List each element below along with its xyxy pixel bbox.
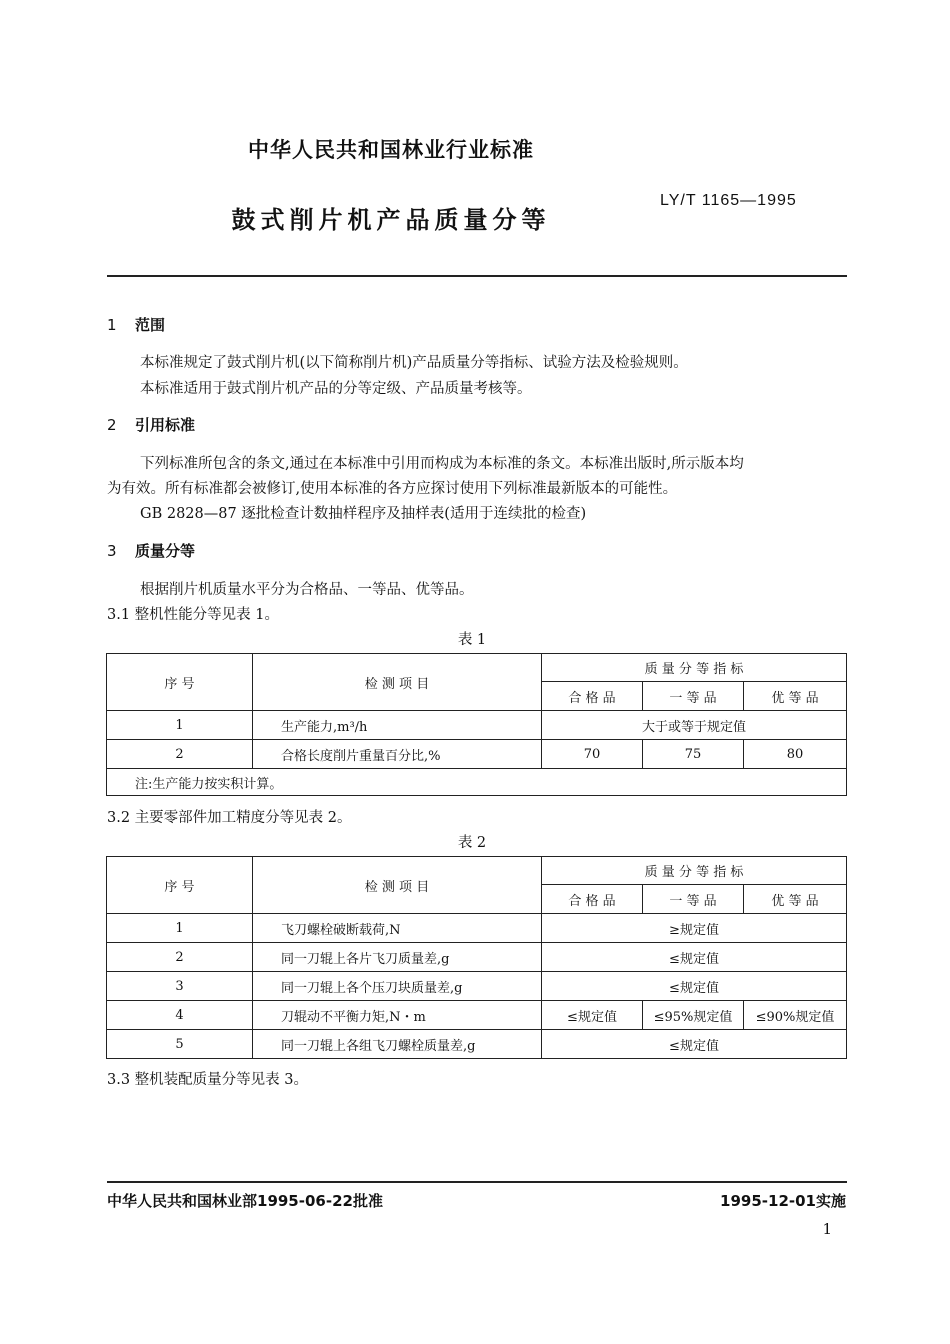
- row-value-first-class: ≤95%规定值: [643, 1001, 744, 1030]
- row-item: 同一刀辊上各片飞刀质量差,g: [253, 943, 542, 972]
- header-superior: 优 等 品: [744, 885, 847, 914]
- effective-date: 1995-12-01实施: [720, 1192, 846, 1210]
- subsection-3-3: 3.3 整机装配质量分等见表 3。: [107, 1072, 309, 1088]
- document-title: 鼓式削片机产品质量分等: [231, 206, 551, 234]
- header-grade: 质 量 分 等 指 标: [542, 654, 847, 682]
- table-row: [107, 943, 847, 972]
- table-row: [107, 1030, 847, 1059]
- table-note: 注:生产能力按实积计算。: [107, 769, 847, 796]
- section-number: 1: [107, 316, 117, 334]
- paragraph: 为有效。所有标准都会被修订,使用本标准的各方应探讨使用下列标准最新版本的可能性。: [107, 481, 678, 497]
- row-no: 2: [107, 943, 253, 972]
- section-1-heading: [107, 314, 165, 335]
- row-item: 同一刀辊上各组飞刀螺栓质量差,g: [253, 1030, 542, 1059]
- row-value: ≥规定值: [542, 914, 847, 943]
- row-value-superior: 80: [744, 740, 847, 769]
- paragraph: 下列标准所包含的条文,通过在本标准中引用而构成为本标准的条文。本标准出版时,所示版本均: [140, 456, 744, 472]
- section-3-heading: [107, 540, 195, 561]
- row-value-qualified: ≤规定值: [542, 1001, 643, 1030]
- row-no: 5: [107, 1030, 253, 1059]
- header-first-class: 一 等 品: [643, 885, 744, 914]
- header-item: 检 测 项 目: [253, 654, 542, 711]
- row-item: 生产能力,m³/h: [253, 711, 542, 740]
- row-value-first-class: 75: [643, 740, 744, 769]
- section-title: 质量分等: [135, 542, 196, 560]
- subsection-3-2: 3.2 主要零部件加工精度分等见表 2。: [107, 810, 352, 826]
- row-value: 大于或等于规定值: [542, 711, 847, 740]
- section-title: 引用标准: [135, 416, 196, 434]
- row-item: 同一刀辊上各个压刀块质量差,g: [253, 972, 542, 1001]
- row-no: 2: [107, 740, 253, 769]
- row-value: ≤规定值: [542, 1030, 847, 1059]
- subsection-3-1: 3.1 整机性能分等见表 1。: [107, 607, 280, 623]
- row-no: 1: [107, 914, 253, 943]
- header-qualified: 合 格 品: [542, 682, 643, 711]
- table-row: [107, 711, 847, 740]
- table-row: [107, 1001, 847, 1030]
- row-item: 合格长度削片重量百分比,%: [253, 740, 542, 769]
- paragraph: 本标准适用于鼓式削片机产品的分等定级、产品质量考核等。: [140, 381, 532, 397]
- section-number: 3: [107, 542, 117, 560]
- page-number: 1: [822, 1220, 832, 1238]
- row-no: 3: [107, 972, 253, 1001]
- header-first-class: 一 等 品: [643, 682, 744, 711]
- header-rule: [107, 275, 847, 277]
- row-no: 4: [107, 1001, 253, 1030]
- row-item: 刀辊动不平衡力矩,N・m: [253, 1001, 542, 1030]
- table-row: [107, 740, 847, 769]
- standard-type-heading: 中华人民共和国林业行业标准: [248, 138, 534, 162]
- header-no: 序 号: [107, 654, 253, 711]
- footer-rule: [107, 1181, 847, 1183]
- row-item: 飞刀螺栓破断载荷,N: [253, 914, 542, 943]
- table-1: [106, 653, 847, 796]
- table-2-caption: 表 2: [457, 835, 487, 851]
- section-title: 范围: [135, 316, 166, 334]
- table-1-caption: 表 1: [457, 632, 487, 648]
- header-grade: 质 量 分 等 指 标: [542, 857, 847, 885]
- approval-line: 中华人民共和国林业部1995-06-22批准: [107, 1192, 383, 1210]
- row-value: ≤规定值: [542, 972, 847, 1001]
- row-value-superior: ≤90%规定值: [744, 1001, 847, 1030]
- table-row: [107, 972, 847, 1001]
- row-value: ≤规定值: [542, 943, 847, 972]
- table-row: [107, 914, 847, 943]
- header-superior: 优 等 品: [744, 682, 847, 711]
- reference-entry: GB 2828—87 逐批检查计数抽样程序及抽样表(适用于连续批的检查): [140, 506, 587, 522]
- standard-code: LY/T 1165—1995: [660, 192, 797, 209]
- header-item: 检 测 项 目: [253, 857, 542, 914]
- section-2-heading: [107, 414, 195, 435]
- header-no: 序 号: [107, 857, 253, 914]
- paragraph: 根据削片机质量水平分为合格品、一等品、优等品。: [140, 582, 474, 598]
- paragraph: 本标准规定了鼓式削片机(以下简称削片机)产品质量分等指标、试验方法及检验规则。: [140, 355, 688, 371]
- row-value-qualified: 70: [542, 740, 643, 769]
- row-no: 1: [107, 711, 253, 740]
- header-qualified: 合 格 品: [542, 885, 643, 914]
- section-number: 2: [107, 416, 117, 434]
- table-2: [106, 856, 847, 1059]
